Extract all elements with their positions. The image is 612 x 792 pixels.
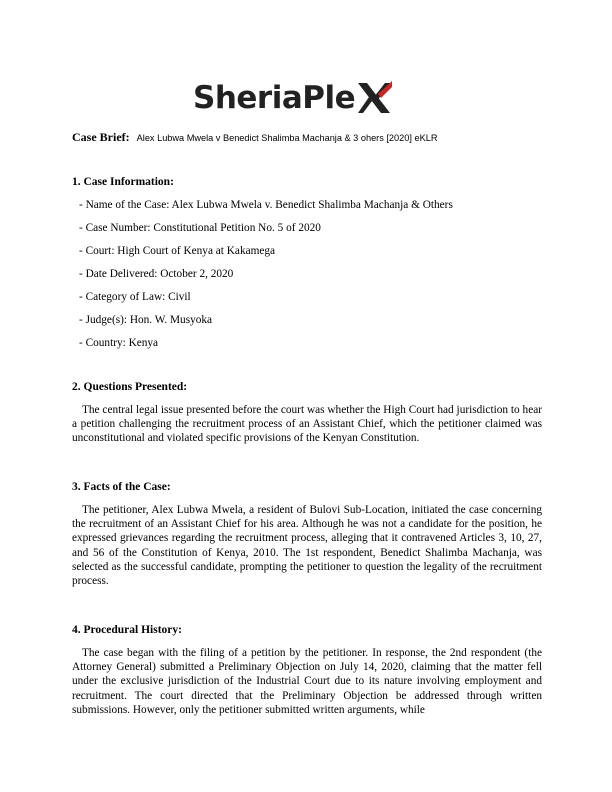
procedural-history-heading: 4. Procedural History: (72, 624, 182, 636)
case-information-section (72, 175, 542, 350)
logo-x-mark-icon (356, 81, 392, 115)
questions-presented-section (72, 380, 542, 446)
case-brief-label: Case Brief: (72, 130, 130, 144)
procedural-history-section (72, 623, 542, 717)
sheriaplex-logo (193, 78, 392, 118)
case-information-list (72, 198, 542, 350)
court-item: - Court: High Court of Kenya at Kakamega (79, 245, 276, 257)
case-brief-heading (72, 130, 437, 145)
case-information-heading: 1. Case Information: (72, 176, 174, 188)
procedural-history-paragraph: The case began with the filing of a petition by the petitioner. In response, the 2nd respondent (the Attorney General) submitted a Preliminary Objection on July 14, 2020, claiming that the matter fell under the exclusive jurisdiction of the Industrial Court due to its nature involving employment and recruitment. The court directed that the Preliminary Objection be addressed through written submissions. However, only the petitioner submitted written arguments, while (72, 647, 542, 716)
judges-item: - Judge(s): Hon. W. Musyoka (79, 314, 213, 326)
facts-heading: 3. Facts of the Case: (72, 481, 171, 493)
questions-presented-paragraph: The central legal issue presented before the court was whether the High Court had jurisdiction to hear a petition challenging the recruitment process of an Assistant Chief, which the petitioner claimed was unconstitutional and violated specific provisions of the Kenyan Constitution. (72, 404, 542, 445)
case-number-item: - Case Number: Constitutional Petition No. 5 of 2020 (79, 222, 321, 234)
country-item: - Country: Kenya (79, 337, 159, 349)
questions-presented-heading: 2. Questions Presented: (72, 381, 188, 393)
logo-wordmark: SheriaPle (193, 80, 356, 116)
case-brief-title: Alex Lubwa Mwela v Benedict Shalimba Machanja & 3 ohers [2020] eKLR (136, 133, 438, 143)
category-of-law-item: - Category of Law: Civil (79, 291, 191, 303)
facts-section (72, 480, 542, 588)
case-name-item: - Name of the Case: Alex Lubwa Mwela v. Benedict Shalimba Machanja & Others (79, 199, 453, 211)
facts-paragraph: The petitioner, Alex Lubwa Mwela, a resident of Bulovi Sub-Location, initiated the case concerning the recruitment of an Assistant Chief for his area. Although he was not a candidate for the position, he expressed grievances regarding the recruitment process, alleging that it contravened Articles 3, 10, 27, and 56 of the Constitution of Kenya, 2010. The 1st respondent, Benedict Shalimba Machanja, was selected as the successful candidate, prompting the petitioner to question the legality of the recruitment process. (72, 504, 542, 588)
date-delivered-item: - Date Delivered: October 2, 2020 (79, 268, 234, 280)
